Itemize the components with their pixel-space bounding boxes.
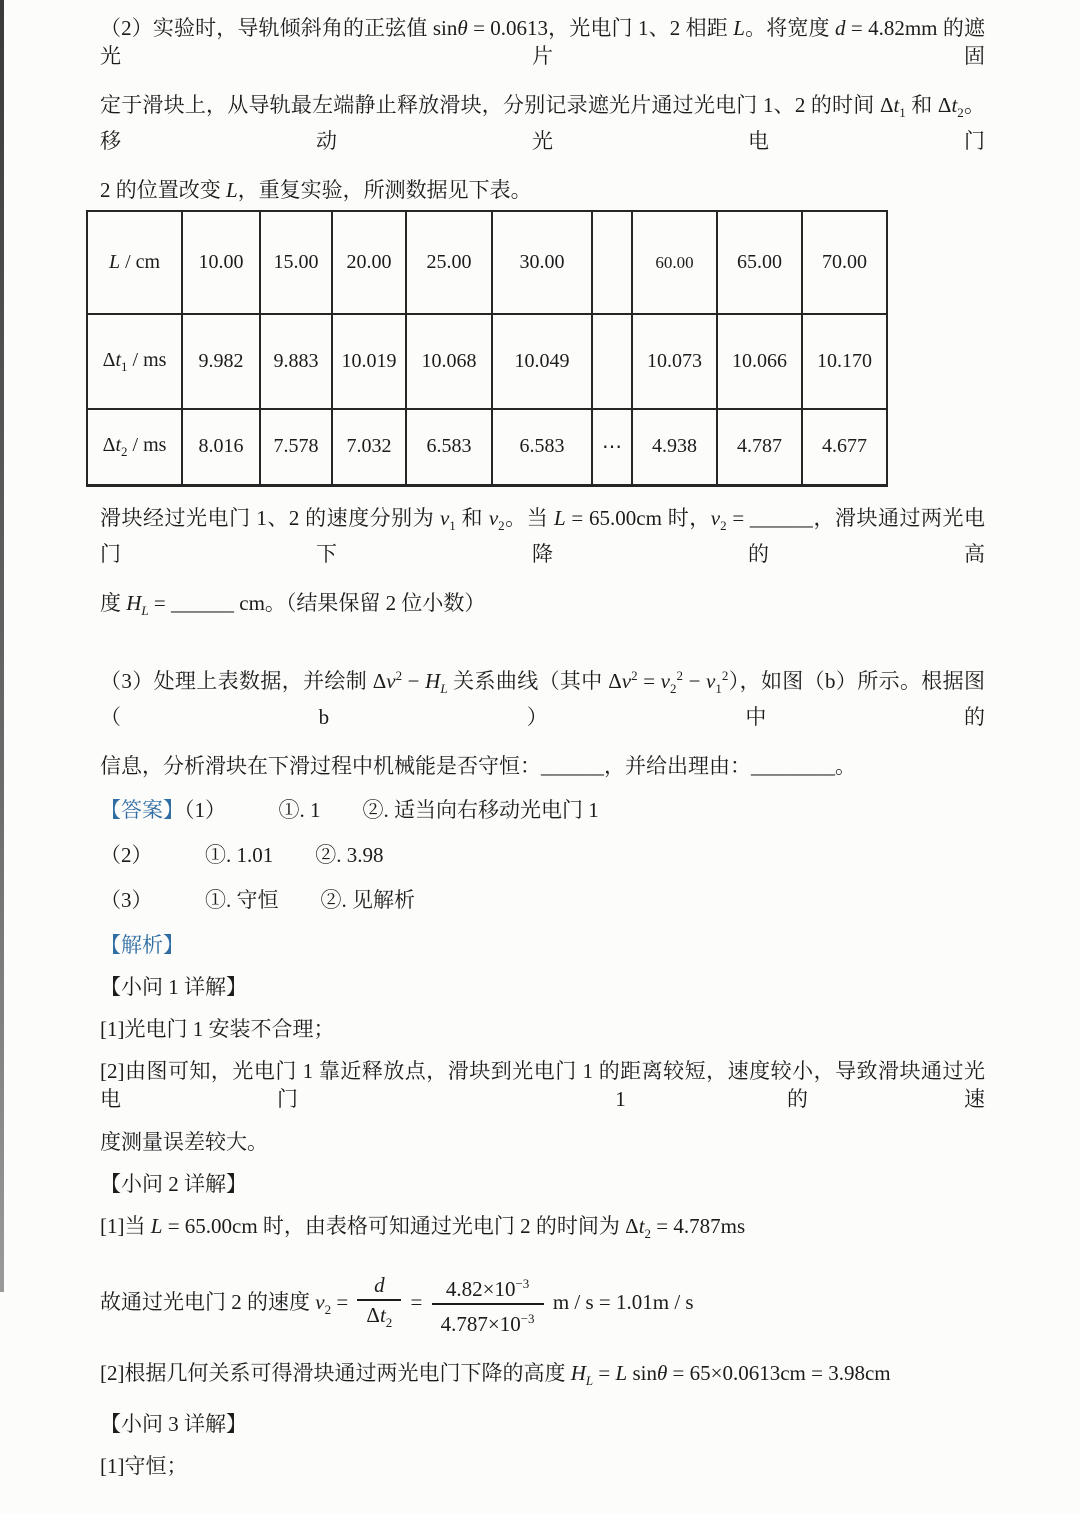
math-token: 2 (644, 1226, 652, 1242)
subquestion-2-line-2: [2]根据几何关系可得滑块通过两光电门下降的高度 $H_L = L$ sinθ = 65×0.0613cm = 3.98cm (100, 1361, 891, 1389)
table-cell: 7.578 (260, 409, 332, 485)
math-token: 1 (899, 105, 906, 121)
table-cell: 4.938 (632, 409, 717, 485)
table-cell: 10.00 (182, 211, 260, 314)
text-line: [2]由图可知，光电门 1 靠近释放点，滑块到光电门 1 的距离较短，速度较小，导致滑块通过光电门 1 的速 (100, 1059, 985, 1112)
row-label-cell: $\Delta t_1$ / ms (87, 314, 182, 409)
subquestion-3-answer: [1]守恒； (100, 1453, 188, 1478)
text-line: 度测量误差较大。 (100, 1130, 268, 1155)
fraction (357, 1271, 401, 1337)
answer-label: 【答案】 (100, 798, 184, 823)
math-token: 2 (720, 517, 727, 533)
math-token: 2 (631, 668, 638, 684)
math-token: 1 (121, 358, 128, 374)
math-token: 2 (395, 668, 403, 684)
analysis-label: 【解析】 (100, 933, 184, 958)
table-cell: 10.073 (632, 314, 717, 409)
answer-line-3: （3） ①. 守恒 ②. 见解析 (100, 888, 415, 913)
table-cell: 9.982 (182, 314, 260, 409)
math-token: t (638, 1214, 645, 1239)
answer-line-1 (100, 796, 985, 824)
fraction-denominator: $\Delta t_2$ (357, 1299, 401, 1337)
math-token: 2 (385, 1315, 393, 1331)
text-line: 2 的位置改变 L，重复实验，所测数据见下表。 (100, 178, 532, 203)
math-token: 1 (715, 681, 722, 697)
math-token: t (379, 1303, 386, 1328)
math-token: v (706, 669, 716, 694)
math-token: 2 (957, 105, 964, 121)
fraction-denominator: $4.787\times 10^{-3}$ (432, 1303, 544, 1338)
text-line: （2）实验时，导轨倾斜角的正弦值 sinθ = 0.0613，光电门 1、2 相距 L。将宽度 d = 4.82mm 的遮光片固 (100, 16, 985, 68)
fraction (432, 1270, 544, 1338)
math-token: v (386, 669, 396, 694)
table-cell: 4.787 (717, 409, 802, 485)
text-line: 定于滑块上，从导轨最左端静止释放滑块，分别记录遮光片通过光电门 1、2 的时间 $\Delta t_1$ 和 $\Delta t_2$。移动光电门 (100, 93, 985, 154)
math-token: v (488, 505, 499, 530)
math-token: L (226, 178, 238, 203)
measurement-table (86, 210, 888, 487)
math-token: L (733, 16, 745, 40)
paragraph-speed-blanks (100, 504, 985, 625)
table-cell: 25.00 (406, 211, 492, 314)
paragraph-question-2 (100, 14, 985, 204)
math-token: L (150, 1214, 163, 1239)
table-cell: 4.677 (802, 409, 887, 485)
table-cell: 60.00 (632, 211, 717, 314)
math-token: L (141, 603, 149, 619)
answer-section (100, 796, 985, 914)
table-cell: 9.883 (260, 314, 332, 409)
analysis-section (100, 931, 985, 1479)
math-token: H (126, 590, 142, 615)
text-line: 度 $H_L$ = ______ cm。（结果保留 2 位小数） (100, 590, 486, 619)
math-token: θ (457, 16, 468, 40)
math-token: v (315, 1290, 325, 1315)
table-cell: 10.019 (332, 314, 406, 409)
table-cell: 30.00 (492, 211, 592, 314)
math-token: 1 (449, 517, 456, 533)
table-row-dt2 (87, 409, 887, 485)
math-token: t (893, 93, 900, 117)
math-token: 2 (669, 681, 677, 697)
paragraph-question-3 (100, 662, 985, 780)
math-token: L (553, 505, 566, 530)
math-token: −3 (520, 1311, 535, 1327)
text-line: （3）处理上表数据，并绘制 $\Delta v^2 - H_L$ 关系曲线（其中 $\Delta v^2 = v_2^2 - v_1^2$），如图（b）所示。根据图（b）中的 (100, 668, 986, 730)
answer-line-2: （2） ①. 1.01 ②. 3.98 (100, 843, 384, 868)
math-token: 2 (721, 668, 729, 684)
table-cell: 6.583 (406, 409, 492, 485)
table-cell: 8.016 (182, 409, 260, 485)
text-line: 信息，分析滑块在下滑过程中机械能是否守恒：______，并给出理由：________。 (100, 754, 856, 779)
fraction-numerator (365, 1271, 394, 1299)
math-token: H (425, 669, 441, 694)
table-cell: 10.068 (406, 314, 492, 409)
subquestion-1-answer (100, 1015, 985, 1043)
math-token: d (834, 16, 846, 40)
math-token: v (439, 505, 450, 530)
math-token: v (621, 669, 632, 694)
math-token: t (115, 433, 122, 456)
subquestion-1-reason (100, 1057, 985, 1156)
fraction-numerator: $4.82\times 10^{-3}$ (445, 1276, 530, 1302)
table-cell-ellipsis (592, 314, 632, 409)
subquestion-2-heading: 【小问 2 详解】 (100, 1172, 247, 1197)
math-token: v (710, 505, 721, 530)
page-edge-shadow (0, 0, 4, 1292)
row-label-cell: L / cm (87, 211, 182, 314)
table-cell: 65.00 (717, 211, 802, 314)
math-token: t (951, 93, 958, 117)
table-cell: 7.032 (332, 409, 406, 485)
subquestion-3-heading: 【小问 3 详解】 (100, 1411, 247, 1436)
table-cell: 70.00 (802, 211, 887, 314)
answer-line-1-text: （1） ①. 1 ②. 适当向右移动光电门 1 (184, 798, 599, 823)
math-token: θ (656, 1361, 668, 1386)
table-cell: 6.583 (492, 409, 592, 485)
math-token: t (115, 348, 122, 371)
table-cell-ellipsis (592, 211, 632, 314)
table-row-L (87, 211, 887, 314)
math-token: 2 (498, 517, 505, 533)
text-line: [1]光电门 1 安装不合理； (100, 1017, 335, 1042)
row-label-cell: $\Delta t_2$ / ms (87, 409, 182, 485)
math-token: L (585, 1373, 594, 1389)
table-cell: 15.00 (260, 211, 332, 314)
subquestion-2-line-1: [1]当 L = 65.00cm 时，由表格可知通过光电门 2 的时间为 $\Delta t_2 = 4.787ms$ (100, 1214, 746, 1242)
math-token: H (570, 1361, 586, 1386)
velocity-formula: 故通过光电门 2 的速度 $v_2$ = $\frac{d}{\Delta t_2}$ = $\frac{4.82\times 10^{-3}}{4.787\times 10^{-3}}$ m / s = 1.01m / s (100, 1270, 985, 1338)
math-token: L (615, 1361, 628, 1386)
table-cell: 10.066 (717, 314, 802, 409)
math-token: L (108, 251, 121, 274)
table-cell: 20.00 (332, 211, 406, 314)
math-token: 2 (324, 1302, 332, 1318)
table-cell-ellipsis: ⋯ (592, 409, 632, 485)
math-token: v (660, 669, 670, 694)
table-cell: 10.049 (492, 314, 592, 409)
subquestion-1-heading: 【小问 1 详解】 (100, 975, 247, 1000)
math-token: 2 (121, 443, 128, 459)
math-token: d (374, 1273, 385, 1298)
math-token: −3 (515, 1276, 530, 1292)
table-cell: 10.170 (802, 314, 887, 409)
math-token: 2 (676, 668, 683, 684)
math-token: L (440, 681, 448, 697)
text-line: 滑块经过光电门 1、2 的速度分别为 $v_1$ 和 $v_2$。当 L = 65.00cm 时，$v_2$ = ______，滑块通过两光电门下降的高 (100, 505, 986, 566)
table-row-dt1 (87, 314, 887, 409)
